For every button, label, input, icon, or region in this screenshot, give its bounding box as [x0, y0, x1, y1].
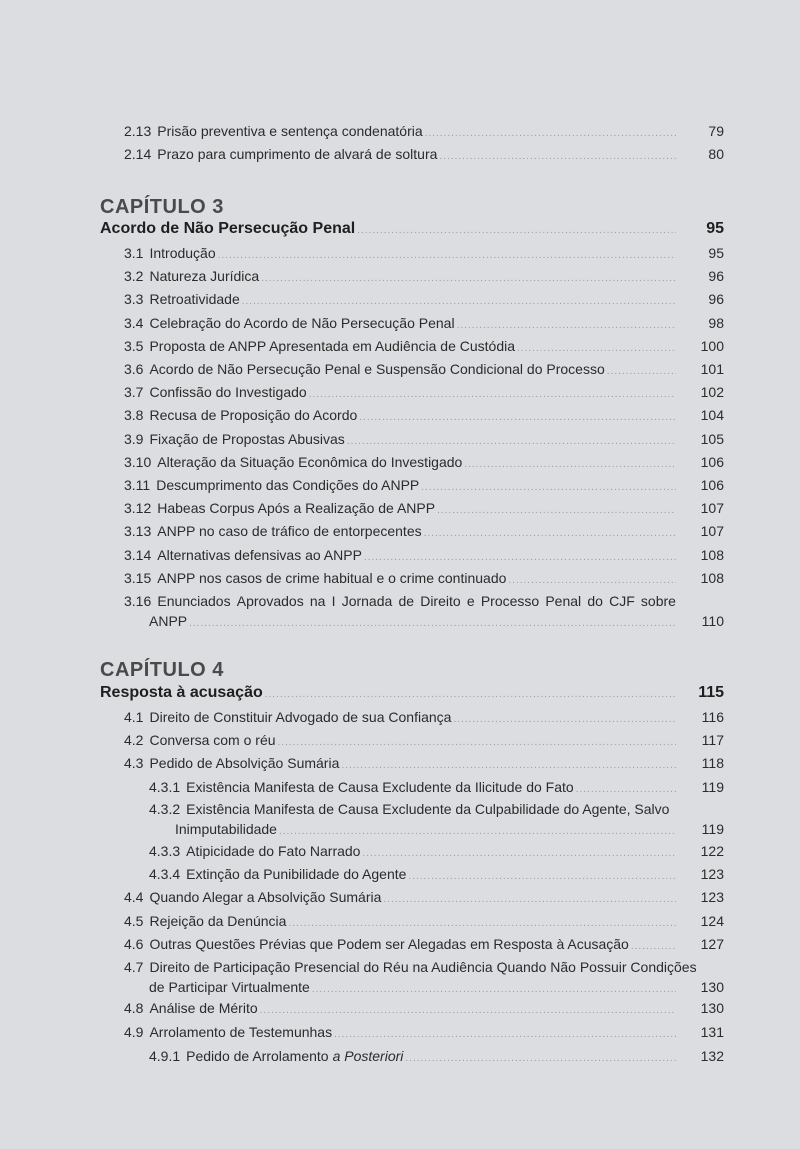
page-number: 95	[706, 220, 724, 237]
dot-leader	[408, 867, 676, 884]
dot-leader	[437, 501, 676, 518]
page-number: 100	[700, 337, 724, 354]
toc-entry-line	[124, 144, 676, 164]
toc-entry-line	[124, 521, 676, 541]
page-number: 124	[700, 912, 724, 929]
section-title: Alternativas defensivas ao ANPP	[157, 546, 362, 563]
dot-leader	[517, 339, 676, 356]
chapter-title-line	[100, 683, 676, 703]
toc-entry	[0, 243, 800, 263]
page-number: 106	[700, 453, 724, 470]
toc-entry	[0, 405, 800, 425]
page-number: 107	[700, 523, 724, 540]
section-title-word: Enunciados	[157, 593, 231, 609]
dot-leader	[364, 548, 676, 565]
dot-leader	[260, 1001, 676, 1018]
toc-entry	[0, 864, 800, 884]
toc-entry	[0, 777, 800, 797]
toc-entry	[0, 452, 800, 472]
toc-entry	[0, 1046, 800, 1066]
page-number: 117	[701, 732, 724, 749]
toc-entry	[0, 313, 800, 333]
toc-entry-line-1	[124, 957, 697, 977]
toc-entry-line	[124, 243, 676, 263]
section-number: 3.16	[124, 593, 152, 609]
section-number: 3.7	[124, 384, 144, 401]
toc-entry-line	[124, 121, 676, 141]
section-title: Retroatividade	[149, 291, 240, 308]
page-number: 130	[700, 979, 724, 995]
toc-entry-line	[124, 452, 676, 472]
section-number: 4.9.1	[149, 1048, 181, 1064]
section-title-word: Aprovados	[236, 593, 304, 609]
dot-leader	[405, 1049, 676, 1066]
page-number: 108	[700, 569, 724, 586]
section-title: Pedido de Arrolamento	[186, 1048, 329, 1064]
toc-entry	[0, 121, 800, 141]
page-number: 105	[700, 430, 724, 447]
section-number: 2.14	[124, 146, 152, 162]
toc-entry	[0, 911, 800, 931]
section-title-word: e	[466, 593, 475, 609]
page-number: 96	[708, 291, 724, 308]
section-number: 4.3.2	[149, 801, 181, 817]
page-number: 123	[700, 866, 724, 883]
dot-leader	[359, 408, 676, 425]
section-number: 3.4	[124, 314, 144, 331]
toc-entry-line	[124, 730, 676, 750]
page-number: 110	[701, 613, 724, 629]
page-number: 122	[700, 843, 724, 859]
dot-leader	[464, 455, 676, 472]
section-title: Quando Alegar a Absolvição Sumária	[149, 889, 382, 906]
toc-entry	[0, 998, 800, 1018]
dot-leader	[362, 844, 676, 861]
page-number: 127	[700, 935, 724, 952]
section-title-word: Penal	[545, 593, 582, 609]
toc-entry-line-2	[149, 611, 676, 631]
section-title: Pedido de Absolvição Sumária	[149, 755, 340, 772]
section-number: 4.7	[124, 959, 144, 975]
section-title-word: Processo	[480, 593, 540, 609]
toc-entry	[0, 730, 800, 750]
page-number: 118	[701, 755, 724, 772]
page-number: 115	[698, 684, 724, 701]
section-number: 3.11	[124, 477, 151, 493]
chapter-title-row	[0, 219, 800, 239]
section-title: Recusa de Proposição do Acordo	[149, 407, 358, 424]
toc-entry	[0, 475, 800, 495]
dot-leader	[425, 124, 676, 141]
toc-entry	[0, 887, 800, 907]
section-number: 4.1	[124, 709, 144, 725]
toc-entry-line	[124, 359, 676, 379]
toc-entry	[0, 289, 800, 309]
section-number: 4.9	[124, 1024, 144, 1040]
section-title: Alteração da Situação Econômica do Investigado	[157, 453, 463, 470]
page-number: 132	[700, 1048, 724, 1064]
toc-entry-wrapped	[0, 799, 800, 839]
section-number: 4.8	[124, 1000, 144, 1016]
toc-entry-line	[124, 911, 676, 931]
section-title: Rejeição da Denúncia	[149, 912, 287, 929]
toc-entry-line	[124, 289, 676, 309]
section-number: 3.8	[124, 407, 144, 424]
toc-entry	[0, 568, 800, 588]
section-title: Direito de Participação Presencial do Réu na Audiência Quando Não Possuir Condições	[149, 959, 697, 975]
dot-leader	[424, 524, 676, 541]
section-title: Conversa com o réu	[149, 732, 276, 749]
toc-entry-line	[149, 841, 676, 861]
dot-leader	[278, 733, 676, 750]
section-title: Fixação de Propostas Abusivas	[149, 430, 345, 447]
dot-leader	[457, 316, 676, 333]
section-title: Prazo para cumprimento de alvará de soltura	[157, 146, 438, 162]
dot-leader	[341, 756, 676, 773]
page-number: 119	[701, 821, 724, 837]
toc-entry-line	[124, 475, 676, 495]
section-number: 4.3.3	[149, 843, 181, 859]
page-number: 80	[708, 146, 724, 162]
section-number: 4.5	[124, 912, 144, 929]
toc-entry-line-2	[175, 819, 676, 839]
dot-leader	[508, 571, 676, 588]
toc-entry-line	[149, 777, 676, 797]
page-number: 107	[700, 500, 724, 517]
dot-leader	[265, 685, 676, 703]
section-title: ANPP no caso de tráfico de entorpecentes	[157, 523, 422, 540]
section-title: Outras Questões Prévias que Podem ser Alegadas em Resposta à Acusação	[149, 935, 629, 952]
page-number: 98	[708, 314, 724, 331]
toc-entry-line	[124, 753, 676, 773]
page-number: 101	[700, 361, 724, 377]
section-number: 4.2	[124, 732, 144, 749]
section-title-word: na	[309, 593, 326, 609]
section-title: Extinção da Punibilidade do Agente	[186, 866, 407, 883]
section-number: 3.10	[124, 453, 152, 470]
toc-entry-line	[124, 568, 676, 588]
section-title: Existência Manifesta de Causa Excludente da Culpabilidade do Agente, Salvo	[186, 801, 670, 817]
toc-entry-line	[124, 545, 676, 565]
dot-leader	[357, 221, 676, 239]
section-title-continued: ANPP	[149, 613, 188, 629]
page-number: 102	[700, 384, 724, 401]
section-title: Habeas Corpus Após a Realização de ANPP	[157, 500, 436, 517]
section-title-word: CJF	[609, 593, 635, 609]
dot-leader	[347, 432, 676, 449]
toc-entry-line	[124, 887, 676, 907]
page-number: 96	[708, 268, 724, 285]
section-title: Análise de Mérito	[149, 1000, 258, 1016]
toc-entry-line	[149, 864, 676, 884]
page-number: 119	[701, 778, 724, 795]
section-number: 3.14	[124, 546, 152, 563]
section-title: Atipicidade do Fato Narrado	[186, 843, 361, 859]
dot-leader	[279, 822, 676, 839]
section-title-word: Jornada	[341, 593, 393, 609]
toc-entry-line	[124, 405, 676, 425]
page-number: 131	[700, 1024, 724, 1040]
section-title-word: sobre	[640, 593, 676, 609]
page-number: 79	[708, 123, 724, 139]
dot-leader	[218, 246, 676, 263]
toc-entry	[0, 359, 800, 379]
section-title-word: do	[587, 593, 603, 609]
toc-entry	[0, 841, 800, 861]
section-title: Natureza Jurídica	[149, 268, 260, 285]
dot-leader	[453, 710, 676, 727]
section-title-continued: de Participar Virtualmente	[149, 979, 310, 995]
toc-entry	[0, 266, 800, 286]
toc-entry-line	[124, 382, 676, 402]
section-title: Direito de Constituir Advogado de sua Confiança	[149, 709, 452, 725]
section-number: 3.13	[124, 523, 152, 540]
toc-entry	[0, 144, 800, 164]
toc-entry-line	[124, 266, 676, 286]
toc-entry-line-1	[149, 799, 676, 819]
toc-entry-line	[124, 336, 676, 356]
section-number: 3.5	[124, 337, 144, 354]
section-title-word: Direito	[420, 593, 461, 609]
section-number: 4.3.4	[149, 866, 181, 883]
section-title: Proposta de ANPP Apresentada em Audiência de Custódia	[149, 337, 516, 354]
page-number: 123	[700, 889, 724, 906]
toc-entry-line	[124, 313, 676, 333]
toc-entry	[0, 545, 800, 565]
toc-entry-wrapped	[0, 591, 800, 631]
dot-leader	[421, 478, 676, 495]
dot-leader	[288, 914, 676, 931]
toc-entry-line	[124, 998, 676, 1018]
dot-leader	[261, 269, 676, 286]
toc-entry	[0, 429, 800, 449]
dot-leader	[312, 980, 676, 997]
toc-entry-line	[124, 1022, 676, 1042]
section-title: Confissão do Investigado	[149, 384, 307, 401]
section-number: 3.3	[124, 291, 144, 308]
dot-leader	[189, 614, 676, 631]
section-number: 3.6	[124, 361, 144, 377]
toc-entry	[0, 521, 800, 541]
dot-leader	[383, 890, 676, 907]
section-title: ANPP nos casos de crime habitual e o crime continuado	[157, 569, 507, 586]
toc-entry-line	[124, 429, 676, 449]
toc-entry	[0, 498, 800, 518]
page-number: 116	[701, 709, 724, 725]
section-title-continued: Inimputabilidade	[175, 821, 277, 837]
page-number: 95	[708, 245, 724, 261]
section-title-word: de	[398, 593, 415, 609]
toc-entry-wrapped	[0, 957, 800, 997]
section-number: 4.3	[124, 755, 144, 772]
page-number: 104	[700, 407, 724, 424]
section-number: 3.1	[124, 245, 144, 261]
chapter-label: CAPÍTULO 4	[100, 659, 224, 681]
toc-entry-line	[124, 498, 676, 518]
toc-entry	[0, 934, 800, 954]
toc-entry-line	[149, 1046, 676, 1066]
section-number: 3.12	[124, 500, 152, 517]
chapter-title: Resposta à acusação	[100, 684, 263, 701]
section-number: 3.2	[124, 268, 144, 285]
toc-entry	[0, 382, 800, 402]
chapter-title-line	[100, 219, 676, 239]
section-number: 3.15	[124, 569, 152, 586]
page-number: 108	[700, 546, 724, 563]
section-title: Prisão preventiva e sentença condenatória	[157, 123, 423, 139]
section-number: 4.6	[124, 935, 144, 952]
toc-entry	[0, 1022, 800, 1042]
toc-entry-line-1	[124, 591, 676, 611]
chapter-title: Acordo de Não Persecução Penal	[100, 220, 356, 237]
toc-entry-line-2	[149, 977, 676, 997]
section-title: Arrolamento de Testemunhas	[149, 1024, 333, 1040]
section-title: Acordo de Não Persecução Penal e Suspensão Condicional do Processo	[149, 361, 605, 377]
dot-leader	[631, 937, 676, 954]
page-number: 130	[700, 1000, 724, 1016]
section-title: Descumprimento das Condições do ANPP	[156, 477, 420, 493]
chapter-title-row	[0, 683, 800, 703]
section-title-italic: a Posteriori	[332, 1048, 404, 1064]
section-title: Existência Manifesta de Causa Excludente da Ilicitude do Fato	[186, 778, 574, 795]
toc-entry-line	[124, 934, 676, 954]
section-number: 3.9	[124, 430, 144, 447]
section-number: 2.13	[124, 123, 152, 139]
dot-leader	[242, 292, 676, 309]
toc-entry-line	[124, 707, 676, 727]
toc-entry	[0, 753, 800, 773]
page-number: 106	[700, 477, 724, 493]
toc-entry	[0, 707, 800, 727]
toc-entry	[0, 336, 800, 356]
dot-leader	[439, 147, 676, 164]
dot-leader	[309, 385, 676, 402]
dot-leader	[576, 780, 676, 797]
dot-leader	[334, 1025, 676, 1042]
section-number: 4.3.1	[149, 778, 181, 795]
dot-leader	[607, 362, 676, 379]
section-title: Introdução	[149, 245, 216, 261]
chapter-label: CAPÍTULO 3	[100, 196, 224, 218]
section-title: Celebração do Acordo de Não Persecução Penal	[149, 314, 455, 331]
section-title-word: I	[331, 593, 336, 609]
section-number: 4.4	[124, 889, 144, 906]
